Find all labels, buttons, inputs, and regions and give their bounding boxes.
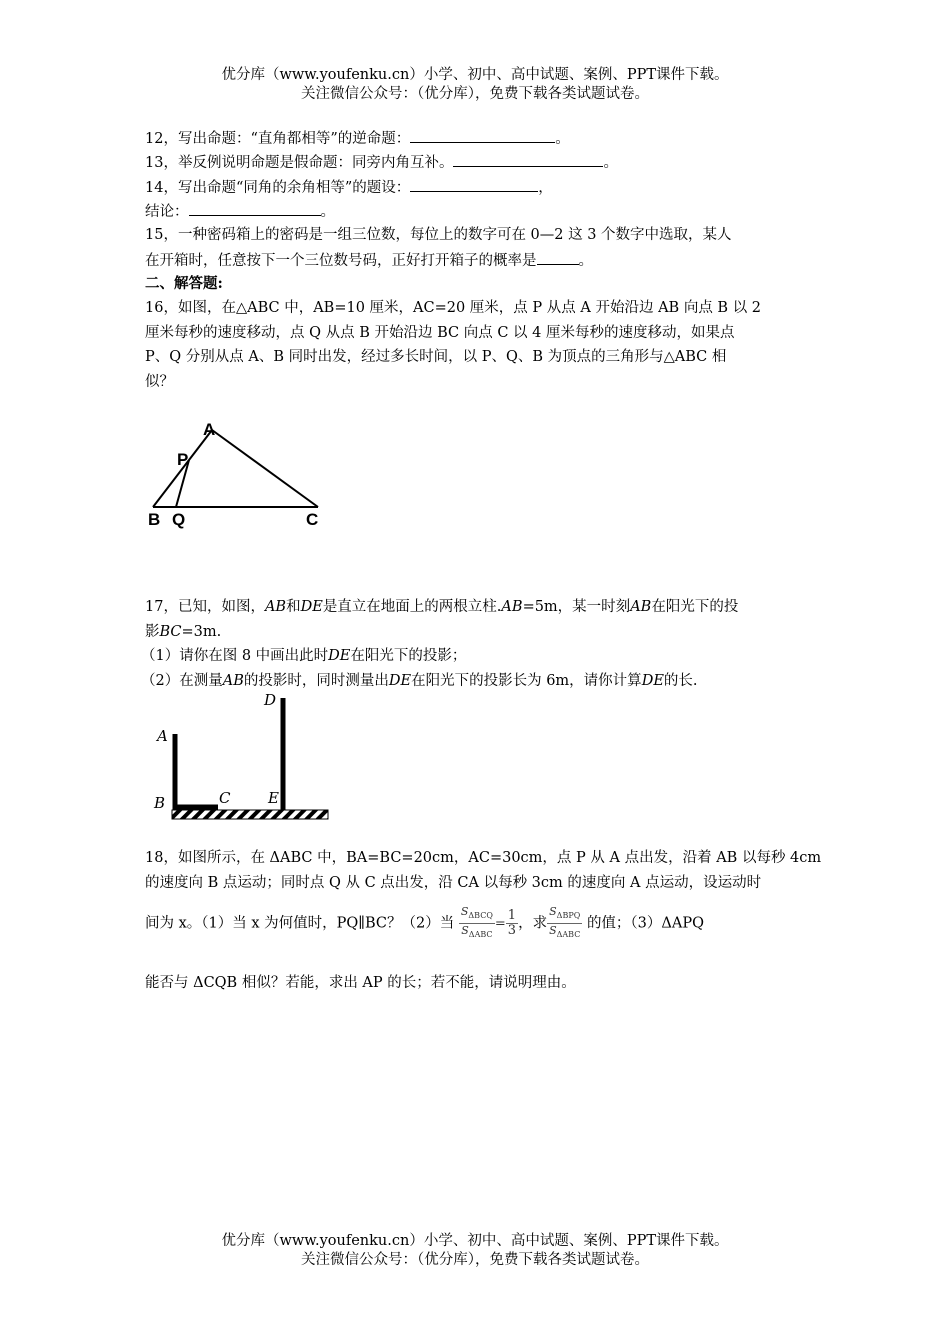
question-18-line-3: 间为 x。（1）当 x 为何值时，PQ∥BC？（2）当 $\frac{S_{\Delta BCQ}}{S_{\Delta ABC}}$ = $\frac{1}{3}$ ，求 $\frac{S_{\Delta BPQ}}{S_{\Delta ABC}}$ 的值；（3）ΔAPQ xyxy=(145,905,704,943)
label-d: D xyxy=(264,691,277,709)
fraction-s-bcq-over-s-abc: $\frac{S_{\Delta BCQ}}{S_{\Delta ABC}}$ xyxy=(460,905,493,940)
header-line-1: 优分库（www.youfenku.cn）小学、初中、高中试题、案例、PPT课件下载。 xyxy=(221,67,729,83)
label-a: A xyxy=(203,420,216,439)
fraction-one-third: $\frac{1}{3}$ xyxy=(507,908,517,939)
question-16-line-1: 16，如图，在△ABC 中，AB=10 厘米，AC=20 厘米，点 P 从点 A 开始沿边 AB 向点 B 以 2 xyxy=(145,300,762,316)
label-a: A xyxy=(157,727,168,745)
question-15-line-2: 在开箱时，任意按下一个三位数号码，正好打开箱子的概率是 。 xyxy=(145,250,593,271)
question-14-conclusion: 结论： 。 xyxy=(145,201,335,222)
label-q: Q xyxy=(172,510,186,529)
answer-blank xyxy=(453,152,603,167)
label-e: E xyxy=(268,789,279,807)
question-12: 12，写出命题：“直角都相等”的逆命题： 。 xyxy=(145,128,570,149)
question-17-line-2: 影BC=3m. xyxy=(145,624,222,640)
question-17-line-1: 17，已知，如图，AB和DE是直立在地面上的两根立柱.AB=5m，某一时刻AB在阳光下的投 xyxy=(145,599,739,615)
question-15-line-1: 15，一种密码箱上的密码是一组三位数，每位上的数字可在 0—2 这 3 个数字中选取，某人 xyxy=(145,227,732,243)
page-footer xyxy=(0,1232,950,1270)
question-13: 13，举反例说明命题是假命题：同旁内角互补。 。 xyxy=(145,152,618,173)
label-p: P xyxy=(177,450,189,469)
question-18-line-4: 能否与 ΔCQB 相似？若能，求出 AP 的长；若不能，请说明理由。 xyxy=(145,975,576,991)
label-b: B xyxy=(148,510,161,529)
segment-ac xyxy=(212,430,318,507)
section-title: 二、解答题: xyxy=(145,275,223,292)
ground-hatch xyxy=(172,810,328,819)
question-16-line-4: 似？ xyxy=(145,374,174,390)
footer-line-2: 关注微信公众号：（优分库），免费下载各类试题试卷。 xyxy=(301,1252,649,1268)
poles-figure-q17 xyxy=(150,690,340,825)
question-16-line-2: 厘米每秒的速度移动，点 Q 从点 B 开始沿边 BC 向点 C 以 4 厘米每秒的速度移动，如果点 xyxy=(145,325,735,341)
question-18-line-2: 的速度向 B 点运动；同时点 Q 从 C 点出发，沿 CA 以每秒 3cm 的速度向 A 点运动，设运动时 xyxy=(145,875,762,891)
question-17-part-2: （2）在测量AB的投影时，同时测量出DE在阳光下的投影长为 6m，请你计算DE的长. xyxy=(141,673,698,689)
fraction-s-bpq-over-s-abc: $\frac{S_{\Delta BPQ}}{S_{\Delta ABC}}$ xyxy=(549,905,581,940)
answer-blank xyxy=(410,177,538,192)
question-16-line-3: P、Q 分别从点 A、B 同时出发，经过多长时间，以 P、Q、B 为顶点的三角形与△ABC 相 xyxy=(145,349,727,365)
triangle-figure-q16 xyxy=(140,415,340,535)
question-17-part-1: （1）请你在图 8 中画出此时DE在阳光下的投影； xyxy=(141,648,467,664)
answer-blank xyxy=(189,201,321,216)
label-b: B xyxy=(154,794,166,812)
document-body xyxy=(141,0,822,1344)
label-c: C xyxy=(219,789,231,807)
answer-blank xyxy=(537,250,579,265)
question-14: 14，写出命题“同角的余角相等”的题设： ， xyxy=(145,177,553,198)
answer-blank xyxy=(410,128,555,143)
question-18-line-1: 18，如图所示，在 ΔABC 中，BA=BC=20cm，AC=30cm，点 P 从 A 点出发，沿着 AB 以每秒 4cm xyxy=(145,850,822,866)
header-line-2: 关注微信公众号：（优分库），免费下载各类试题试卷。 xyxy=(301,86,649,102)
footer-line-1: 优分库（www.youfenku.cn）小学、初中、高中试题、案例、PPT课件下载。 xyxy=(221,1233,729,1249)
label-c: C xyxy=(306,510,319,529)
